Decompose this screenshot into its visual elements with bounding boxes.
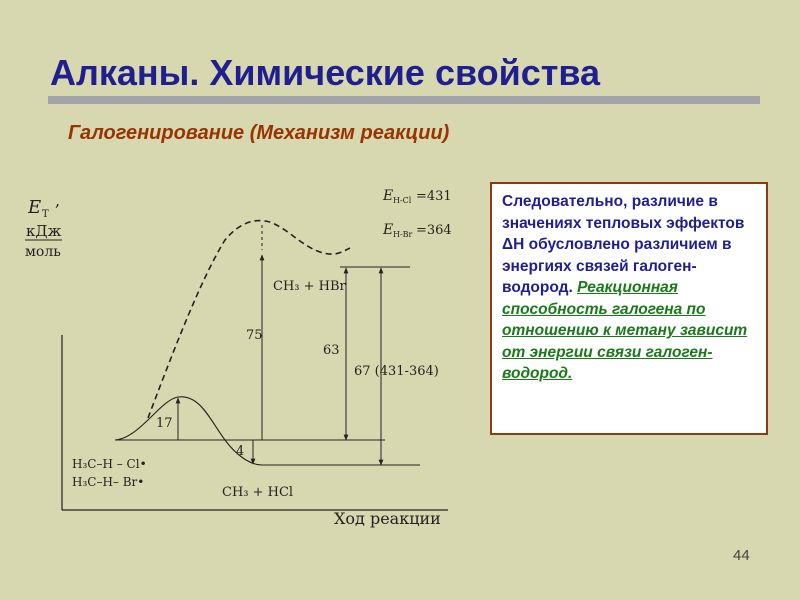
y-axis-label-subscript: T: [42, 209, 49, 220]
product-label-hbr: CH₃ + HBr: [273, 279, 346, 294]
legend-hcl-value: =431: [416, 189, 452, 204]
slide-subtitle: Галогенирование (Механизм реакции): [68, 122, 450, 144]
y-axis-label-comma: ,: [55, 191, 61, 210]
legend-hbr-symbol: E: [383, 222, 394, 238]
legend-hcl-subscript: H-Cl: [393, 196, 412, 205]
cl-barrier-label: 17: [156, 416, 173, 431]
difference-label: 67 (431-364): [354, 364, 439, 379]
bromination-energy-curve: [148, 221, 350, 418]
x-axis-label: Ход реакции: [334, 509, 441, 528]
legend-hcl-symbol: E: [383, 188, 394, 204]
y-axis-label-numerator: кДж: [26, 222, 62, 240]
br-barrier-label: 75: [246, 328, 263, 343]
cl-drop-label: 4: [236, 444, 245, 459]
y-axis-label-denominator: моль: [25, 244, 61, 260]
y-axis-label-symbol: E: [28, 197, 42, 218]
conclusion-highlight: Реакционная способность галогена по отношению к метану зависит от энергии связи галоген-водород.: [502, 279, 748, 382]
chlorination-energy-curve: [115, 397, 268, 465]
conclusion-box: [490, 182, 768, 435]
slide-title: Алканы. Химические свойства: [50, 52, 601, 93]
legend-hbr-subscript: H-Br: [393, 230, 413, 239]
reactant-label-br: H₃C–H– Br•: [72, 475, 145, 489]
reactant-label-cl: H₃C–H – Cl•: [72, 457, 147, 471]
product-label-hcl: CH₃ + HCl: [222, 485, 294, 500]
conclusion-text: Следовательно, различие в значениях тепловых эффектов ΔН обусловлено различием в энергиях связей галоген-водород.: [502, 193, 745, 296]
page-number: 44: [733, 547, 750, 564]
br-rise-label: 63: [323, 343, 340, 358]
legend-hbr-value: =364: [416, 223, 452, 238]
